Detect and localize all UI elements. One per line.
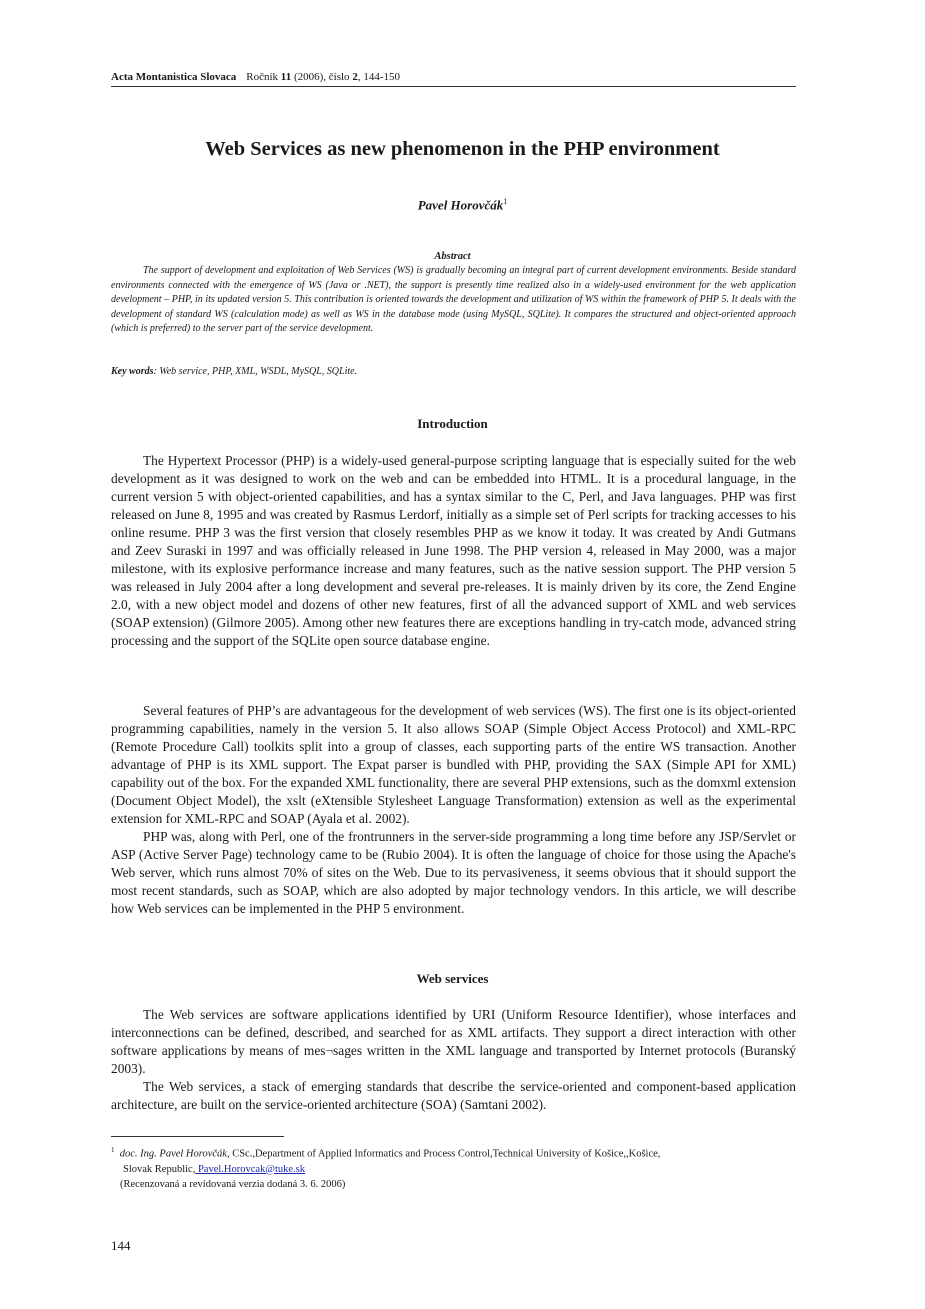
running-header: [111, 71, 796, 87]
intro-paragraph-2: Several features of PHP’s are advantageous for the development of web services (WS). The first one is its object-oriented programming capabilities, namely in the version 5. It also allows SOAP (Simple Object Access Protocol) and XML-RPC (Remote Procedure Call) toolkits split into a group of classes, each supporting parts of the entire WS transaction. Another advantage of PHP is its XML support. The Expat parser is bundled with PHP, providing the SAX (Simple API for XML) capability out of the box. For the expanded XML functionality, there are several PHP extensions, such as the domxml extension (Document Object Model), the xslt (eXtensible Stylesheet Language Transformation) extension as well as the experimental extension for XML-RPC and SOAP (Ayala et al. 2002).: [111, 703, 796, 826]
web-services-heading: Web services: [416, 971, 489, 986]
footnote: [111, 1143, 796, 1192]
footnote-mark: 1: [111, 1146, 115, 1154]
intro-paragraph-1: The Hypertext Processor (PHP) is a widely-used general-purpose scripting language that is especially suited for the web development as it was designed to work on the web and can be embedded into HTML. It is a procedural language, in the current version 5 with object-oriented capabilities, and has a syntax similar to the C, Perl, and Java languages. PHP was first released on June 8, 1995 and was created by Rasmus Lerdorf, initially as a simple set of Perl scripts for tracking accesses to his online resume. PHP 3 was the first version that closely resembles PHP as we know it today. It was created by Andi Gutmans and Zeev Suraski in 1997 and was officially released in June 1998. The PHP version 4, released in May 2000, was a major milestone, with its explosive performance increase and many features, such as the native session support. The PHP version 5 was released in July 2004 after a long development and several pre-releases. It is mainly driven by its core, the Zend Engine 2.0, with a new object model and dozens of other new features, first of all the advanced support of XML and web services (SOAP extension) (Gilmore 2005). Among other new features there are exceptions handling in try-catch mode, advanced string processing and the support of the SQLite open source database engine.: [111, 453, 796, 648]
introduction-heading: Introduction: [417, 416, 488, 431]
page-number: 144: [111, 1238, 131, 1253]
year-label: (2006), číslo: [293, 71, 350, 83]
footnote-author: doc. Ing. Pavel Horovčák,: [119, 1148, 230, 1160]
footnote-divider: [111, 1136, 284, 1137]
introduction-body-2: [111, 702, 796, 918]
keywords-text: : Web service, PHP, XML, WSDL, MySQL, SQLite.: [153, 366, 358, 377]
author-name: Pavel Horovčák: [417, 197, 504, 213]
intro-paragraph-3: PHP was, along with Perl, one of the frontrunners in the server-side programming a long time before any JSP/Servlet or ASP (Active Server Page) technology came to be (Rubio 2004). It is often the language of choice for those using the Apache's Web server, which runs almost 70% of sites on the Web. Due to its pervasiveness, it seems obvious that it should support the most recent standards, such as SOAP, which are also adopted by major technology vendors. In this article, we will describe how Web services can be implemented in the PHP 5 environment.: [111, 829, 796, 916]
volume-number: 11: [280, 71, 292, 83]
ws-paragraph-1: The Web services are software applications identified by URI (Uniform Resource Identifier), whose interfaces and interconnections can be defined, described, and searched for as XML artifacts. They support a direct interaction with other software applications by means of mes¬sages written in the XML language and transported by Internet protocols (Buranský 2003).: [111, 1007, 796, 1076]
author-line: [0, 197, 925, 213]
issue-number: 2: [352, 71, 358, 83]
author-footnote-mark: 1: [503, 197, 508, 206]
abstract-heading: Abstract: [434, 251, 471, 262]
keywords: [111, 366, 796, 377]
footnote-country: Slovak Republic,: [123, 1163, 196, 1175]
abstract-text: The support of development and exploitation of Web Services (WS) is gradually becoming an integral part of current development environments. Beside standard environments connected with the emergence of WS (Java or .NET), the support is presently time realized also in a widely-used environment for the web application development – PHP, in its updated version 5. This contribution is oriented towards the development and utilization of WS within the framework of PHP 5. It deals with the development of standard WS (calculation mode) as well as WS in the database mode (using MySQL, SQLite). It compares the structured and object-oriented approach (which is preferred) to the server part of the service development.: [111, 265, 796, 334]
ws-paragraph-2: The Web services, a stack of emerging standards that describe the service-oriented and component-based application architecture, are built on the service-oriented architecture (SOA) (Samtani 2002).: [111, 1079, 796, 1112]
footnote-affiliation: CSc.,Department of Applied Informatics and Process Control,Technical University of Košice,,Košice,: [229, 1148, 661, 1160]
paper-title: Web Services as new phenomenon in the PHP environment: [205, 138, 720, 160]
journal-name: Acta Montanistica Slovaca: [111, 71, 237, 83]
author-email-link[interactable]: Pavel.Horovcak@tuke.sk: [195, 1163, 306, 1175]
footnote-line-1: [111, 1143, 796, 1162]
web-services-body: [111, 1006, 796, 1114]
volume-label: Ročník: [246, 71, 279, 83]
page-range: , 144-150: [357, 71, 400, 83]
footnote-review-note: (Recenzovaná a revidovaná verzia dodaná 3. 6. 2006): [120, 1178, 346, 1190]
introduction-body: [111, 452, 796, 650]
keywords-label: Key words: [111, 366, 154, 377]
footnote-line-2: [111, 1162, 796, 1177]
